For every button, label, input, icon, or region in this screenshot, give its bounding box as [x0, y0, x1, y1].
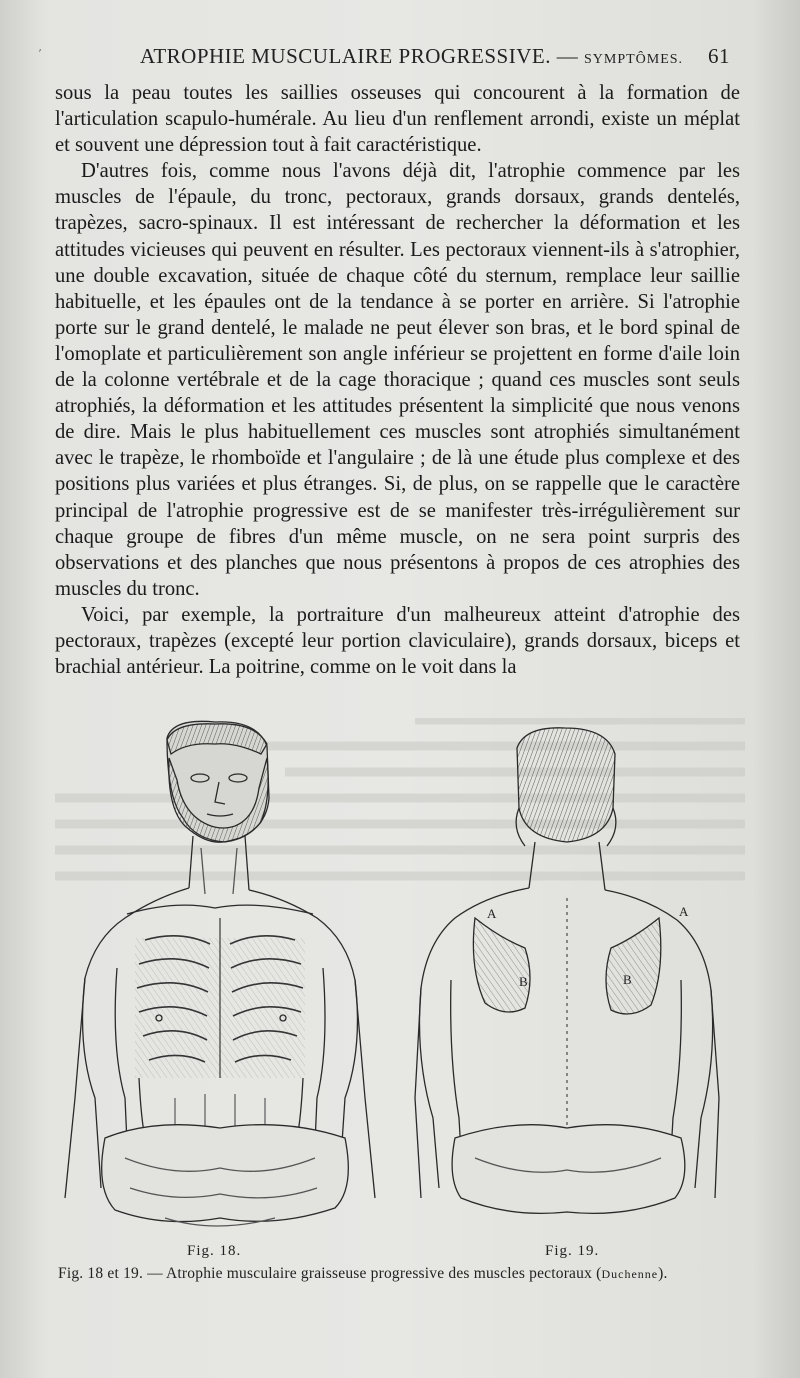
marker-a-right: A — [679, 904, 689, 919]
caption-author: Duchenne — [601, 1267, 659, 1281]
bleed-through-text — [55, 720, 745, 876]
running-title — [140, 44, 683, 69]
running-title-main: ATROPHIE MUSCULAIRE PROGRESSIVE. — — [140, 44, 579, 68]
page-number: 61 — [708, 44, 730, 68]
paragraph-2: D'autres fois, comme nous l'avons déjà dit, l'atrophie commence par les muscles de l'épaule, du tronc, pectoraux, grands dorsaux, grands dentelés, trapèzes, sacro-spinaux. Il est intéressant de rechercher la déformation et les attitudes vicieuses qui peuvent en résulter. Les pectoraux viennent-ils à s'atrophier, une double excavation, située de chaque côté du sternum, remplace leur saillie habituelle, et les épaules ont de la tendance à se porter en arrière. Si l'atrophie porte sur le grand dentelé, le malade ne peut élever son bras, et le bord spinal de l'omoplate et particulièrement son angle inférieur se projettent en forme d'aile loin de la colonne vertébrale et de la cage thoracique ; quand ces muscles sont seuls atrophiés, la déformation et les attitudes présentent la simplicité que nous venons de dire. Mais le plus habituellement ces muscles sont atrophiés simultanément avec le trapèze, le rhomboïde et l'angulaire ; de là une étude plus complexe et des positions plus variées et plus étranges. Si, de plus, on se rappelle que le caractère principal de l'atrophie progressive est de se manifester très-irrégulièrement sur chaque groupe de fibres d'un même muscle, on ne sera point surpris des observations et des planches que nous présentons à propos de ces atrophies des muscles du tronc. — [55, 160, 740, 600]
anatomical-figure — [55, 718, 745, 1238]
figure-19-label: Fig. 19. — [545, 1243, 600, 1259]
marker-a-left: A — [487, 906, 497, 921]
caption-end: ). — [658, 1265, 668, 1282]
paragraph-3: Voici, par exemple, la portraiture d'un malheureux atteint d'atrophie des pectoraux, trapèzes (excepté leur portion claviculaire), grands dorsaux, biceps et brachial antérieur. La poitrine, comme on le voit dans la — [55, 603, 740, 679]
engraving-illustration — [55, 718, 745, 1238]
marker-b-left: B — [519, 974, 528, 989]
body-text — [55, 80, 740, 680]
running-head — [140, 44, 740, 72]
paragraph-1: sous la peau toutes les saillies osseuses qui concourent à la formation de l'articulation scapulo-humérale. Au lieu d'un renflement arrondi, existe un méplat et souvent une dépression tout à fait caractéristique. — [55, 82, 740, 157]
caption-text: Fig. 18 et 19. — Atrophie musculaire graisseuse progressive des muscles pectoraux ( — [58, 1265, 602, 1282]
marker-b-right: B — [623, 972, 632, 987]
figure-caption — [58, 1265, 758, 1283]
figure-18-label: Fig. 18. — [187, 1243, 242, 1259]
margin-mark: ’ — [38, 47, 42, 61]
running-title-section: SYMPTÔMES. — [583, 52, 684, 67]
